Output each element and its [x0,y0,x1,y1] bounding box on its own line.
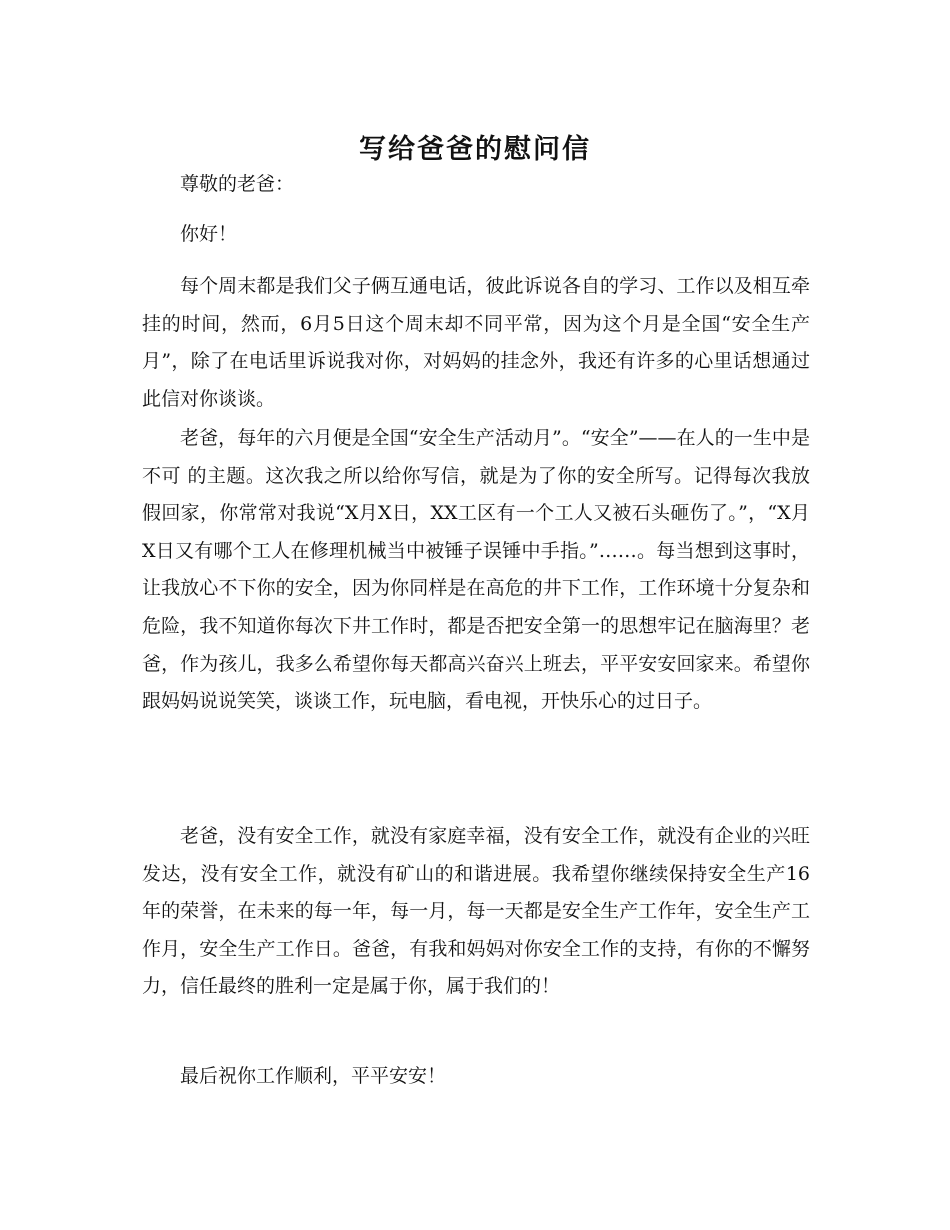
greeting: 你好！ [180,223,238,245]
salutation: 尊敬的老爸： [180,173,295,195]
closing-wish: 最后祝你工作顺利，平平安安！ [180,1065,447,1087]
body-paragraph-2: 老爸，每年的六月便是全国“安全生产活动月”。“安全”——在人的一生中是不可 的主题。这次我之所以给你写信，就是为了你的安全所写。记得每次我放假回家，你常常对我说“X月X日，XX工区有一个工人又被石头砸伤了。”，“X月X日又有哪个工人在修理机械当中被锤子误锤中手指。”……。每当想到这事时，让我放心不下你的安全，因为你同样是在高危的井下工作，工作环境十分复杂和危险，我不知道你每次下井工作时，都是否把安全第一的思想牢记在脑海里？老爸，作为孩儿，我多么希望你每天都高兴奋兴上班去，平平安安回家来。希望你跟妈妈说说笑笑，谈谈工作，玩电脑，看电视，开快乐心的过日子。 [142,427,810,713]
body-paragraph-1: 每个周末都是我们父子俩互通电话，彼此诉说各自的学习、工作以及相互牵挂的时间，然而，6月5日这个周末却不同平常，因为这个月是全国“安全生产月”，除了在电话里诉说我对你，对妈妈的挂念外，我还有许多的心里话想通过此信对你谈谈。 [142,275,810,410]
body-paragraph-3: 老爸，没有安全工作，就没有家庭幸福，没有安全工作，就没有企业的兴旺发达，没有安全工作，就没有矿山的和谐进展。我希望你继续保持安全生产16年的荣誉，在未来的每一年，每一月，每一天都是安全生产工作年，安全生产工作月，安全生产工作日。爸爸，有我和妈妈对你安全工作的支持，有你的不懈努力，信任最终的胜利一定是属于你，属于我们的！ [142,825,810,998]
letter-title: 写给爸爸的慰问信 [359,134,591,166]
